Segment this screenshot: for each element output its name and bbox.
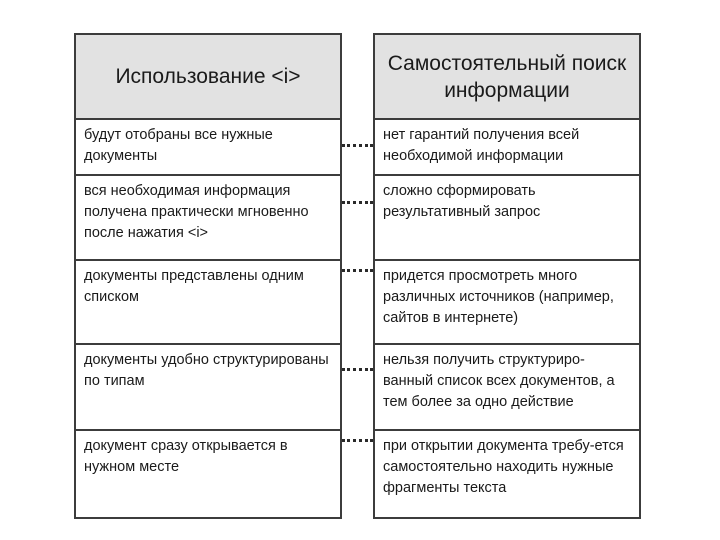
connector-1 [342, 144, 373, 147]
right-header-title: Самостоятельный поиск информации [387, 51, 627, 102]
connector-5 [342, 439, 373, 442]
left-cell-3: документы представлены одним списком [76, 261, 340, 345]
left-column [74, 33, 342, 519]
left-cell-1: будут отобраны все нужные документы [76, 120, 340, 176]
left-header-title: Использование <i> [115, 65, 301, 88]
right-cell-3: придется просмотреть много различных источников (например, сайтов в интернете) [375, 261, 639, 345]
left-cell-4: документы удобно структурированы по типам [76, 345, 340, 431]
left-header [76, 35, 340, 120]
left-cell-5: документ сразу открывается в нужном месте [84, 438, 288, 475]
right-header [375, 35, 639, 120]
right-cell-1: нет гарантий получения всей необходимой информации [375, 120, 639, 176]
left-cell-2: вся необходимая информация получена практически мгновенно после нажатия <i> [76, 176, 340, 261]
connector-4 [342, 368, 373, 371]
right-cell-5: при открытии документа требу-ется самостоятельно находить нужные фрагменты текста [383, 438, 624, 496]
right-cell-2: сложно сформировать результативный запрос [375, 176, 639, 261]
connector-2 [342, 201, 373, 204]
right-cell-4: нельзя получить структуриро-ванный список всех документов, а тем более за одно действие [375, 345, 639, 431]
right-column [373, 33, 641, 519]
connector-3 [342, 269, 373, 272]
